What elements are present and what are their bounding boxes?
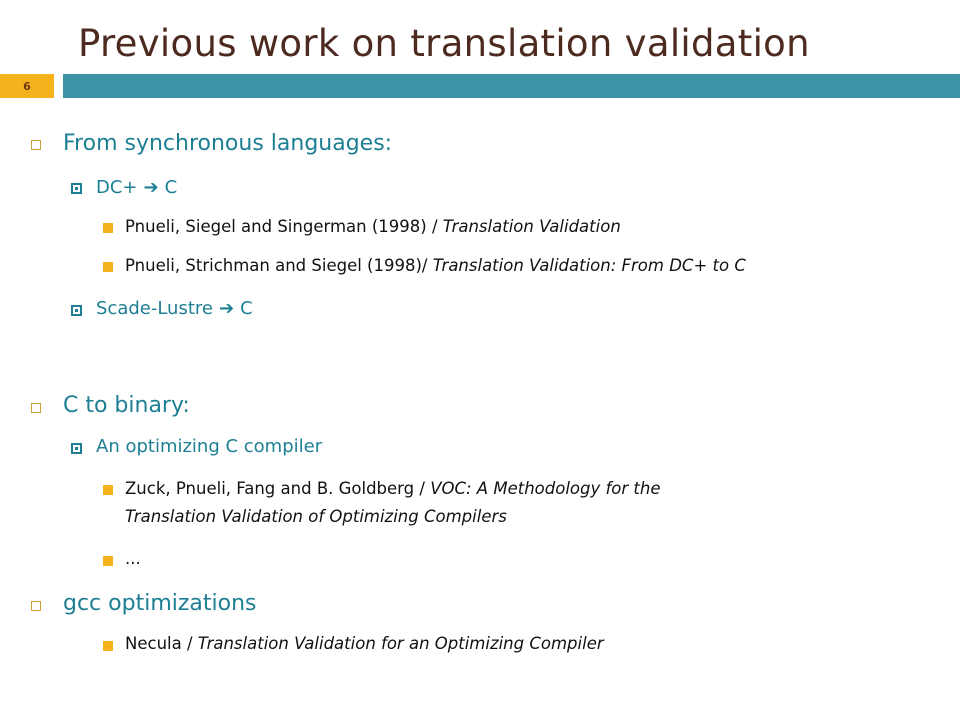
subitem-scade-lustre-to-c bbox=[96, 298, 253, 319]
reference-pnueli-strichman-siegel bbox=[125, 256, 746, 275]
boxed-square-bullet-icon bbox=[71, 183, 82, 194]
reference-title-line-1: VOC: A Methodology for the bbox=[430, 479, 661, 498]
reference-pnueli-siegel-singerman bbox=[125, 217, 621, 236]
reference-necula bbox=[125, 634, 604, 653]
filled-square-bullet-icon bbox=[103, 223, 113, 233]
reference-authors: Zuck, Pnueli, Fang and B. Goldberg / bbox=[125, 479, 431, 498]
filled-square-bullet-icon bbox=[103, 641, 113, 651]
filled-square-bullet-icon bbox=[103, 262, 113, 272]
section-heading-c-to-binary: C to binary: bbox=[63, 393, 190, 418]
subitem-dc-to-c bbox=[96, 177, 177, 198]
reference-ellipsis: ... bbox=[125, 549, 141, 568]
reference-zuck-pnueli-fang-goldberg bbox=[125, 479, 661, 498]
page-number-badge: 6 bbox=[0, 74, 54, 98]
reference-authors: Pnueli, Strichman and Siegel (1998)/ bbox=[125, 256, 433, 275]
dc-target-label: C bbox=[164, 177, 178, 198]
boxed-square-bullet-icon bbox=[71, 305, 82, 316]
subitem-optimizing-c-compiler: An optimizing C compiler bbox=[96, 436, 323, 457]
hollow-square-bullet-icon bbox=[31, 140, 41, 150]
title-underline-bar bbox=[63, 74, 960, 98]
hollow-square-bullet-icon bbox=[31, 403, 41, 413]
right-arrow-icon: ➔ bbox=[143, 177, 159, 198]
reference-title: Translation Validation for an Optimizing Compiler bbox=[197, 634, 604, 653]
reference-title: Translation Validation: From DC+ to C bbox=[432, 256, 746, 275]
hollow-square-bullet-icon bbox=[31, 601, 41, 611]
right-arrow-icon: ➔ bbox=[218, 298, 235, 319]
scade-target-label: C bbox=[240, 298, 253, 319]
reference-title-line-2: Translation Validation of Optimizing Compilers bbox=[125, 507, 507, 526]
section-heading-synchronous: From synchronous languages: bbox=[63, 131, 393, 156]
scade-source-label: Scade-Lustre bbox=[96, 298, 213, 319]
dc-source-label: DC+ bbox=[96, 177, 138, 198]
reference-title-continuation bbox=[125, 507, 507, 526]
boxed-square-bullet-icon bbox=[71, 443, 82, 454]
reference-authors: Necula / bbox=[125, 634, 198, 653]
reference-authors: Pnueli, Siegel and Singerman (1998) / bbox=[125, 217, 443, 236]
reference-title: Translation Validation bbox=[442, 217, 621, 236]
slide-title: Previous work on translation validation bbox=[78, 22, 810, 65]
filled-square-bullet-icon bbox=[103, 485, 113, 495]
filled-square-bullet-icon bbox=[103, 556, 113, 566]
section-heading-gcc-optimizations: gcc optimizations bbox=[63, 591, 257, 616]
